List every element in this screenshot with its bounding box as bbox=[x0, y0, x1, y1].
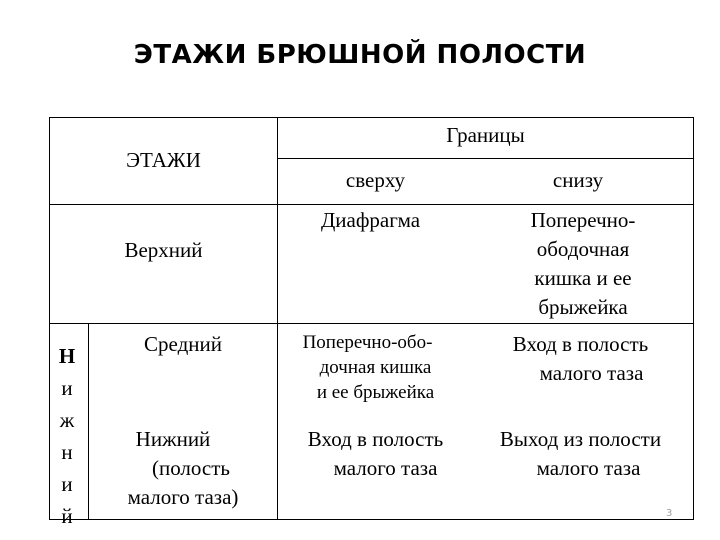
slide-title: ЭТАЖИ БРЮШНОЙ ПОЛОСТИ bbox=[133, 40, 587, 70]
header-floors: ЭТАЖИ bbox=[126, 148, 201, 172]
header-bottom: снизу bbox=[552, 168, 604, 192]
page-number: 3 bbox=[666, 508, 673, 519]
header-boundaries: Границы bbox=[446, 123, 525, 147]
row-upper-bottom: Поперечно- ободочная кишка и ее брыжейка bbox=[530, 208, 636, 319]
row-middle-top: Поперечно-обо- дочная кишка и ее брыжейка bbox=[302, 332, 435, 403]
row-upper-name: Верхний bbox=[124, 238, 203, 262]
row-lower-top: Вход в полость малого таза bbox=[307, 427, 444, 480]
row-middle-name: Средний bbox=[144, 332, 222, 356]
header-top: сверху bbox=[345, 168, 406, 192]
row-upper-top: Диафрагма bbox=[320, 208, 421, 232]
lower-group-label: Н и ж н и й bbox=[58, 344, 76, 528]
row-middle-bottom: Вход в полость малого таза bbox=[512, 332, 649, 385]
row-lower-name: Нижний (полость малого таза) bbox=[127, 427, 239, 509]
row-lower-bottom: Выход из полости малого таза bbox=[499, 427, 662, 480]
